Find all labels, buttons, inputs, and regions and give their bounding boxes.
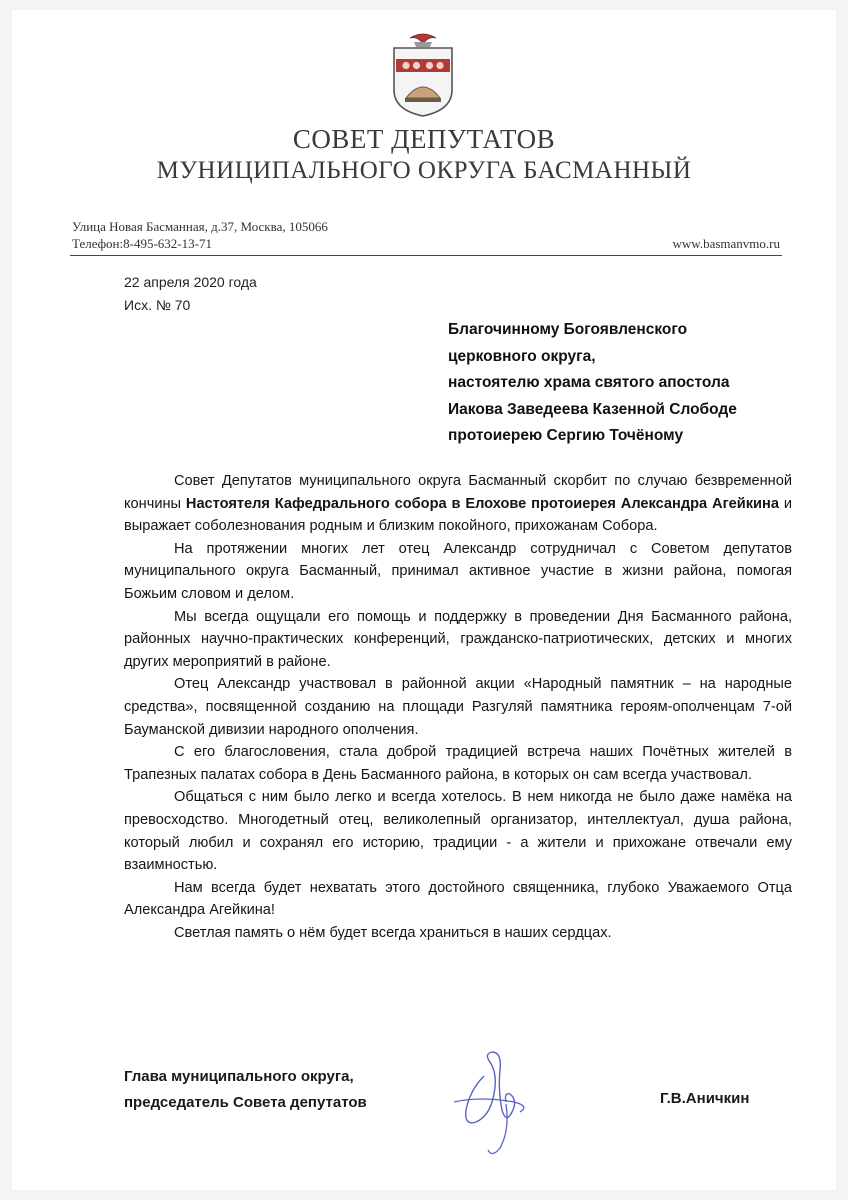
- website: www.basmanvmo.ru: [672, 236, 780, 251]
- paragraph: На протяжении многих лет отец Александр сотрудничал с Советом депутатов муниципального округа Басманный, принимал активное участие в жизни района, помогая Божьим словом и делом.: [124, 540, 792, 602]
- paragraph: Совет Депутатов муниципального округа Басманный скорбит по случаю безвременной кончины Настоятеля Кафедрального собора в Елохове протоиерея Александра Агейкина и выражает соболезнования родным и близким покойного, прихожанам Собора.: [124, 473, 792, 535]
- paragraph: Светлая память о нём будет всегда храниться в наших сердцах.: [174, 924, 612, 941]
- header-divider: [70, 255, 782, 256]
- letter-body: [124, 470, 792, 944]
- recipient-line: церковного округа,: [448, 347, 596, 365]
- recipient-line: Благочинному Богоявленского: [448, 321, 688, 338]
- paragraph: Отец Александр участвовал в районной акции «Народный памятник – на народные средства», посвященной созданию на площади Разгуляй памятника героям-ополченцам 7-ой Бауманской дивизии народного ополчения.: [124, 676, 792, 738]
- org-name-line1: СОВЕТ ДЕПУТАТОВ: [292, 124, 556, 154]
- paragraph: Мы всегда ощущали его помощь и поддержку в проведении Дня Басманного района, районных научно-практических конференций, гражданско-патриотических, детских и многих других мероприятий в районе.: [124, 608, 792, 670]
- deceased-name: Настоятеля Кафедрального собора в Елохове протоиерея Александра Агейкина: [185, 495, 779, 512]
- paragraph: Нам всегда будет нехватать этого достойного священника, глубоко Уважаемого Отца Александра Агейкина!: [124, 879, 792, 919]
- recipient-line: протоиерею Сергию Точёному: [448, 427, 684, 444]
- letter-date: 22 апреля 2020 года: [124, 274, 257, 290]
- recipient-line: настоятелю храма святого апостола: [448, 374, 730, 391]
- paragraph: Общаться с ним было легко и всегда хотелось. В нем никогда не было даже намёка на превосходство. Многодетный отец, великолепный организатор, интеллектуал, душа района, который любил и сохранял его историю, традиции - а жители и прихожане отвечали ему взаимностью.: [124, 789, 792, 874]
- coat-of-arms-icon: [392, 32, 454, 118]
- paragraph: С его благословения, стала доброй традицией встреча наших Почётных жителей в Трапезных палатах собора в День Басманного района, в которых он сам всегда участвовал.: [124, 744, 792, 783]
- signature-icon: [440, 1040, 550, 1160]
- phone: Телефон:8-495-632-13-71: [72, 236, 212, 251]
- signatory-title: Глава муниципального округа, председатель Совета депутатов: [124, 1068, 367, 1111]
- recipient-line: Иакова Заведеева Казенной Слободе: [448, 400, 737, 418]
- recipient-block: [448, 317, 737, 450]
- reference-number: Исх. № 70: [124, 297, 191, 313]
- signatory-name: Г.В.Аничкин: [660, 1090, 750, 1107]
- org-name-line2: МУНИЦИПАЛЬНОГО ОКРУГА БАСМАННЫЙ: [156, 157, 692, 184]
- address: Улица Новая Басманная, д.37, Москва, 105066: [72, 219, 328, 234]
